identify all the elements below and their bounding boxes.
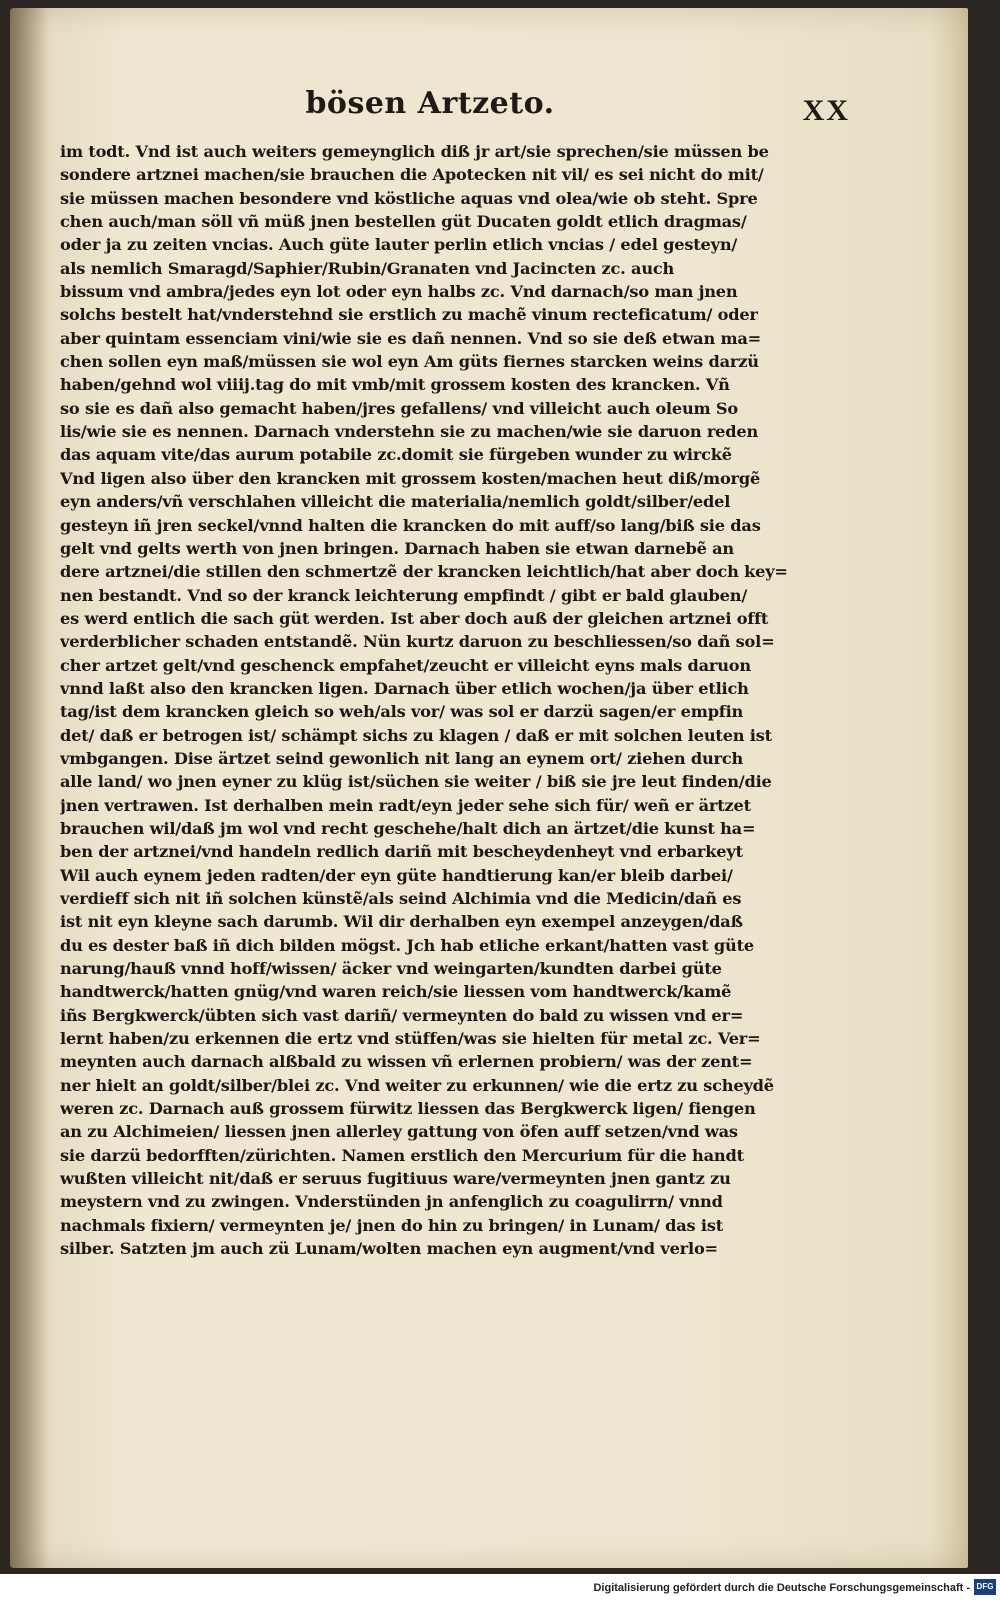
text-line: verdieff sich nit iñ solchen künstẽ/als seind Alchimia vnd die Medicin/dañ es bbox=[60, 889, 742, 908]
text-line: meynten auch darnach alßbald zu wissen vñ erlernen probiern/ was der zent= bbox=[60, 1052, 753, 1072]
text-line: Wil auch eynem jeden radten/der eyn güte handtierung kan/er bleib darbei/ bbox=[60, 865, 733, 885]
text-line: sie müssen machen besondere vnd köstliche aquas vnd olea/wie ob steht. Spre bbox=[60, 188, 758, 208]
text-line: eyn anders/vñ verschlahen villeicht die materialia/nemlich goldt/silber/edel bbox=[60, 492, 731, 512]
text-line: wußten villeicht nit/daß er seruus fugitiuus ware/vermeynten jnen gantz zu bbox=[60, 1169, 731, 1189]
text-line: im todt. Vnd ist auch weiters gemeynglich diß jr art/sie sprechen/sie müssen be bbox=[60, 142, 769, 161]
text-line: vmbgangen. Dise ärtzet seind gewonlich nit lang an eynem ort/ ziehen durch bbox=[60, 748, 744, 768]
text-line: du es dester baß iñ dich bilden mögst. Jch hab etliche erkant/hatten vast güte bbox=[60, 935, 754, 955]
text-line: lis/wie sie es nennen. Darnach vnderstehn sie zu machen/wie sie daruon reden bbox=[60, 422, 759, 442]
text-line: oder ja zu zeiten vncias. Auch güte lauter perlin etlich vncias / edel gesteyn/ bbox=[60, 235, 738, 255]
text-line: narung/hauß vnnd hoff/wissen/ äcker vnd weingarten/kundten darbei güte bbox=[60, 959, 722, 979]
funding-credit: Digitalisierung gefördert durch die Deutsche Forschungsgemeinschaft - bbox=[593, 1582, 970, 1594]
text-line: meystern vnd zu zwingen. Vnderstünden jn anfenglich zu coagulirrn/ vnnd bbox=[60, 1192, 723, 1212]
text-line: ben der artznei/vnd handeln redlich dariñ mit bescheydenheyt vnd erbarkeyt bbox=[60, 842, 743, 862]
footer-bar bbox=[0, 1574, 1000, 1603]
text-line: sondere artznei machen/sie brauchen die Apotecken nit vil/ es sei nicht do mit/ bbox=[60, 165, 764, 185]
text-line: iñs Bergkwerck/übten sich vast dariñ/ vermeynten do bald zu wissen vnd er= bbox=[60, 1005, 744, 1025]
text-line: tag/ist dem krancken gleich so weh/als vor/ was sol er darzü sagen/er empfin bbox=[60, 702, 744, 722]
text-line: brauchen wil/daß jm wol vnd recht geschehe/halt dich an ärtzet/die kunst ha= bbox=[60, 818, 756, 838]
text-line: weren zc. Darnach auß grossem fürwitz liessen das Bergkwerck ligen/ fiengen bbox=[60, 1099, 756, 1119]
text-line: gesteyn iñ jren seckel/vnnd halten die krancken do mit auff/so lang/biß sie das bbox=[60, 515, 761, 535]
text-line: aber quintam essenciam vini/wie sie es dañ nennen. Vnd so sie deß etwan ma= bbox=[60, 328, 762, 348]
text-line: ner hielt an goldt/silber/blei zc. Vnd weiter zu erkunnen/ wie die ertz zu scheydẽ bbox=[60, 1075, 774, 1095]
text-line: nen bestandt. Vnd so der kranck leichterung empfindt / gibt er bald glauben/ bbox=[60, 585, 748, 605]
text-line: so sie es dañ also gemacht haben/jres gefallens/ vnd villeicht auch oleum So bbox=[60, 398, 739, 418]
text-line: handtwerck/hatten gnüg/vnd waren reich/sie liessen vom handtwerck/kamẽ bbox=[60, 982, 732, 1002]
text-line: chen auch/man söll vñ müß jnen bestellen güt Ducaten goldt etlich dragmas/ bbox=[60, 212, 747, 232]
text-line: vnnd laßt also den krancken ligen. Darnach über etlich wochen/ja über etlich bbox=[60, 678, 749, 698]
text-line: gelt vnd gelts werth von jnen bringen. Darnach haben sie etwan darnebẽ an bbox=[60, 538, 734, 558]
running-head: bösen Artzeto. bbox=[305, 86, 555, 121]
text-line: es werd entlich die sach güt werden. Ist aber doch auß der gleichen artznei offt bbox=[60, 608, 769, 628]
text-line: nachmals fixiern/ vermeynten je/ jnen do hin zu bringen/ in Lunam/ das ist bbox=[60, 1215, 724, 1235]
text-line: lernt haben/zu erkennen die ertz vnd stüffen/was sie hielten für metal zc. Ver= bbox=[60, 1029, 761, 1049]
text-line: sie darzü bedorfften/zürichten. Namen erstlich den Mercurium für die handt bbox=[60, 1145, 744, 1165]
text-line: det/ daß er betrogen ist/ schämpt sichs zu klagen / daß er mit solchen leuten ist bbox=[60, 725, 772, 745]
folio-number: XX bbox=[802, 94, 850, 127]
text-line: dere artznei/die stillen den schmertzẽ der krancken leichtlich/hat aber doch key= bbox=[60, 562, 788, 582]
text-line: verderblicher schaden entstandẽ. Nün kurtz daruon zu beschliessen/so dañ sol= bbox=[60, 632, 775, 652]
text-line: jnen vertrawen. Ist derhalben mein radt/eyn jeder sehe sich für/ weñ er ärtzet bbox=[60, 795, 751, 815]
text-line: cher artzet gelt/vnd geschenck empfahet/zeucht er villeicht eyns mals daruon bbox=[60, 655, 751, 675]
text-line: silber. Satzten jm auch zü Lunam/wolten machen eyn augment/vnd verlo= bbox=[60, 1239, 718, 1259]
text-line: ist nit eyn kleyne sach darumb. Wil dir derhalben eyn exempel anzeygen/daß bbox=[60, 912, 743, 932]
body-text bbox=[60, 140, 830, 1261]
gutter-shadow bbox=[10, 8, 50, 1568]
text-line: als nemlich Smaragd/Saphier/Rubin/Granaten vnd Jacincten zc. auch bbox=[60, 258, 675, 278]
text-line: das aquam vite/das aurum potabile zc.domit sie fürgeben wunder zu wirckẽ bbox=[60, 445, 732, 465]
text-line: Vnd ligen also über den krancken mit grossem kosten/machen heut diß/morgẽ bbox=[60, 468, 761, 488]
book-page bbox=[10, 8, 968, 1568]
text-line: bissum vnd ambra/jedes eyn lot oder eyn halbs zc. Vnd darnach/so man jnen bbox=[60, 282, 738, 302]
dfg-logo-icon: DFG bbox=[974, 1579, 996, 1595]
text-line: alle land/ wo jnen eyner zu klüg ist/süchen sie weiter / biß sie jre leut finden/die bbox=[60, 772, 772, 792]
text-line: solchs bestelt hat/vnderstehnd sie erstlich zu machẽ vinum recteficatum/ oder bbox=[60, 305, 758, 325]
text-line: chen sollen eyn maß/müssen sie wol eyn Am güts fiernes starcken weins darzü bbox=[60, 352, 759, 372]
text-line: an zu Alchimeien/ liessen jnen allerley gattung von öfen auff setzen/vnd was bbox=[60, 1122, 738, 1142]
text-line: haben/gehnd wol viiij.tag do mit vmb/mit grossem kosten des krancken. Vñ bbox=[60, 375, 730, 395]
